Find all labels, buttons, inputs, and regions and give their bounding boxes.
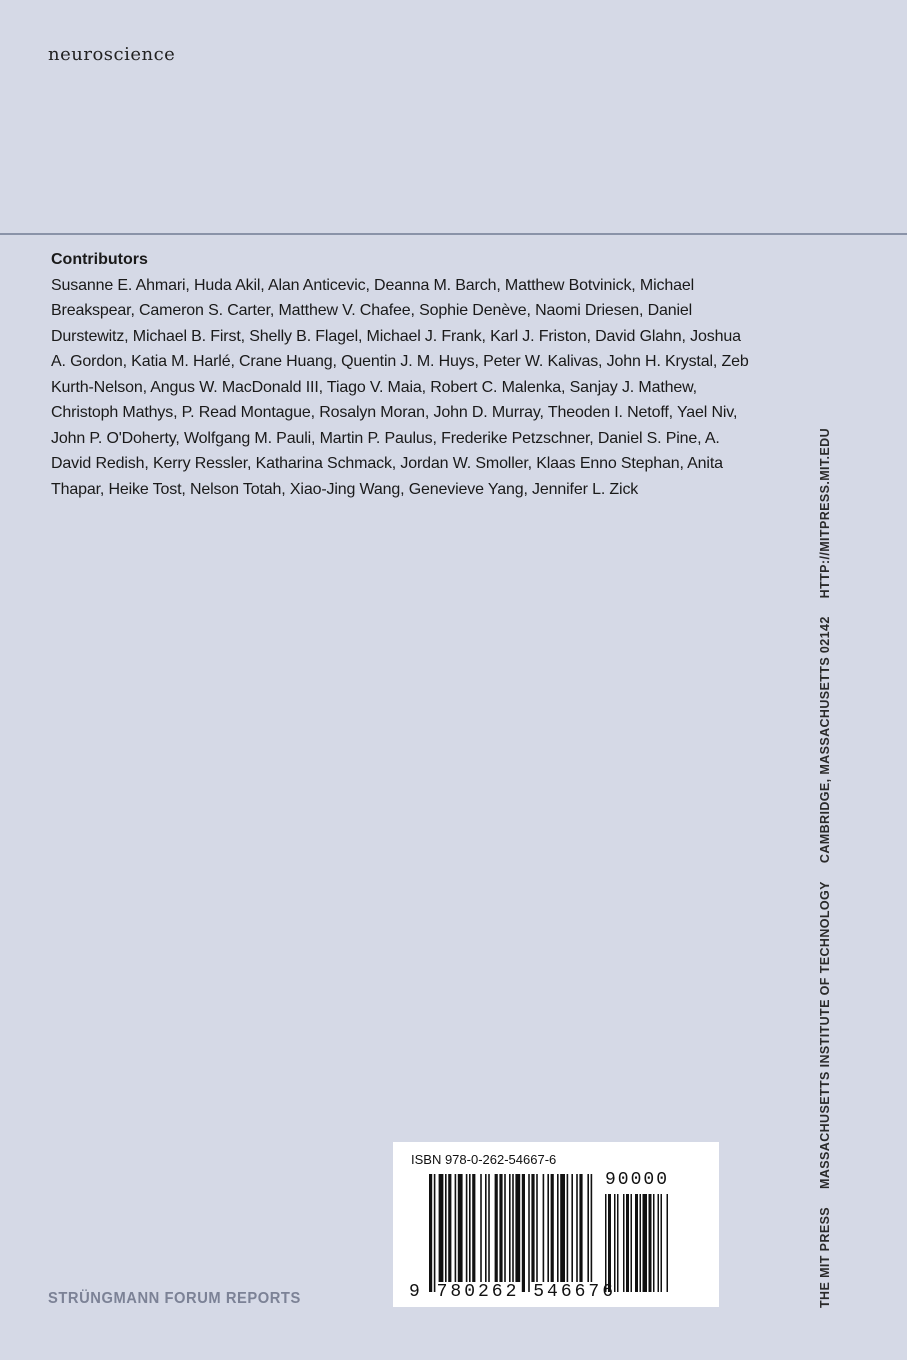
- spine-address: CAMBRIDGE, MASSACHUSETTS 02142: [818, 616, 832, 864]
- horizontal-divider: [0, 233, 907, 235]
- category-label: neuroscience: [48, 44, 176, 65]
- isbn-digits: 9 780262 546676: [409, 1282, 617, 1302]
- contributors-names: Susanne E. Ahmari, Huda Akil, Alan Anticevic, Deanna M. Barch, Matthew Botvinick, Michael Breakspear, Cameron S. Carter, Matthew V. Chafee, Sophie Denève, Naomi Driesen, Daniel Durstewitz, Michael B. First, Shelly B. Flagel, Michael J. Frank, Karl J. Friston, David Glahn, Joshua A. Gordon, Katia M. Harlé, Crane Huang, Quentin J. M. Huys, Peter W. Kalivas, John H. Krystal, Zeb Kurth-Nelson, Angus W. MacDonald III, Tiago V. Maia, Robert C. Malenka, Sanjay J. Mathew, Christoph Mathys, P. Read Montague, Rosalyn Moran, John D. Murray, Theoden I. Netoff, Yael Niv, John P. O'Doherty, Wolfgang M. Pauli, Martin P. Paulus, Frederike Petzschner, Daniel S. Pine, A. David Redish, Kerry Ressler, Katharina Schmack, Jordan W. Smoller, Klaas Enno Stephan, Anita Thapar, Heike Tost, Nelson Totah, Xiao-Jing Wang, Genevieve Yang, Jennifer L. Zick: [51, 276, 749, 498]
- spine-url: HTTP://MITPRESS.MIT.EDU: [818, 427, 832, 599]
- spine-publisher: THE MIT PRESS: [818, 1206, 832, 1308]
- series-title: STRÜNGMANN FORUM REPORTS: [48, 1290, 301, 1307]
- spine-publisher-info: [815, 427, 835, 1308]
- contributors-section: [51, 247, 751, 502]
- barcode-box: [393, 1142, 719, 1307]
- contributors-title: Contributors: [51, 251, 148, 268]
- price-code: 90000: [605, 1170, 670, 1190]
- isbn-label: ISBN 978-0-262-54667-6: [411, 1152, 557, 1167]
- spine-institute: MASSACHUSETTS INSTITUTE OF TECHNOLOGY: [818, 881, 832, 1189]
